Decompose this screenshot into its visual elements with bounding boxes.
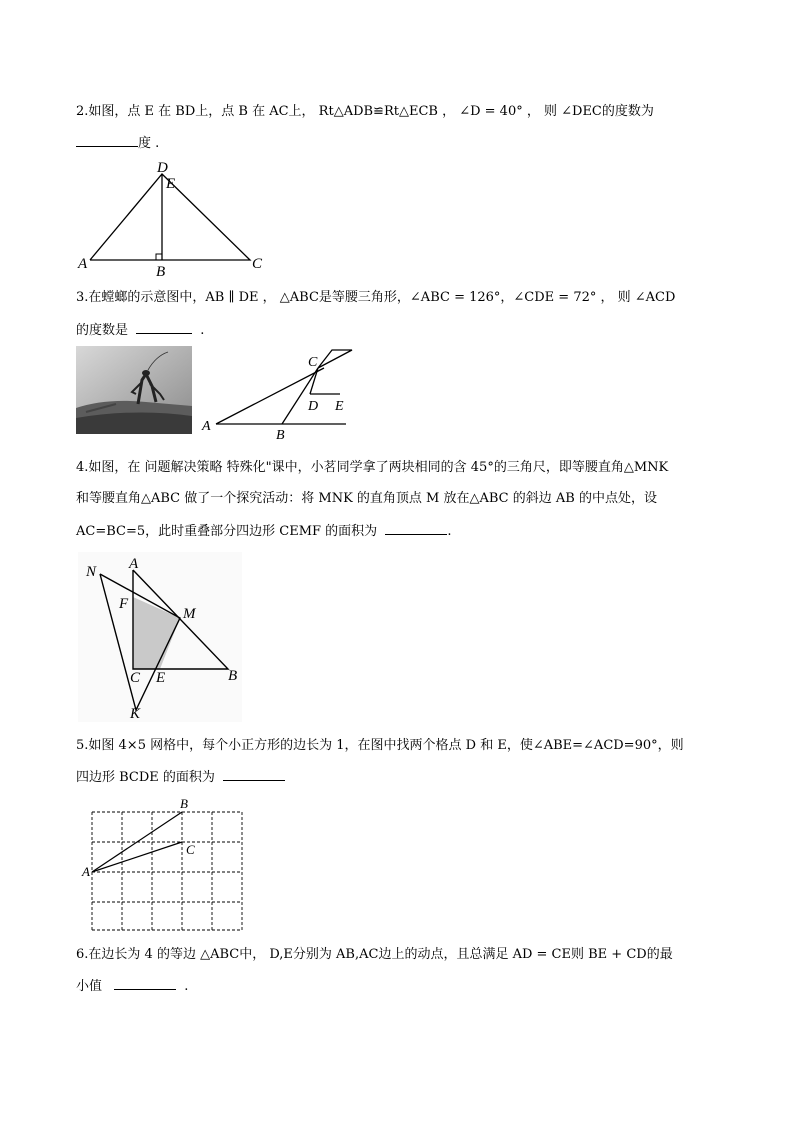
q3-head [318, 350, 352, 368]
q4-label-c: C [130, 670, 141, 686]
q5-label-a: A [82, 864, 90, 879]
q5-text-line1: 5.如图 4×5 网格中，每个小正方形的边长为 1，在图中找两个格点 D 和 E，使∠ABE=∠ACD=90°，则 [76, 738, 684, 753]
q6-text-line2 [76, 976, 188, 996]
q3-suffix: . [200, 323, 205, 338]
q5-label-c: C [186, 842, 195, 857]
q6-text-line1: 6.在边长为 4 的等边 △ABC中， D,E分别为 AB,AC边上的动点，且总满足 AD = CE则 BE + CD的最 [76, 947, 673, 962]
q6-answer-blank[interactable] [114, 976, 176, 990]
q5-text-line2 [76, 767, 285, 787]
q3-answer-blank[interactable] [136, 320, 192, 334]
q4-text-line2: 和等腰直角△ABC 做了一个探究活动：将 MNK 的直角顶点 M 放在△ABC 的斜边 AB 的中点处，设 [76, 491, 657, 506]
q3-prefix: 的度数是 [76, 323, 129, 338]
q4-suffix: . [447, 524, 452, 539]
q3-text-line1: 3.在螳螂的示意图中，AB ∥ DE ， △ABC是等腰三角形，∠ABC = 126°，∠CDE = 72° ， 则 ∠ACD [76, 290, 676, 305]
q3-segment-bc [282, 368, 318, 424]
q3-segment-cd [310, 368, 318, 394]
q6-suffix: . [184, 979, 189, 994]
q4-label-e: E [156, 670, 166, 686]
q5-prefix: 四边形 BCDE 的面积为 [76, 770, 215, 785]
q4-label-b: B [228, 668, 238, 684]
q2-text-line2 [76, 133, 159, 153]
q4-answer-blank[interactable] [385, 521, 447, 535]
q2-label-c: C [252, 256, 263, 272]
q4-prefix: AC=BC=5，此时重叠部分四边形 CEMF 的面积为 [76, 524, 378, 539]
q5-segment-ac [92, 842, 182, 872]
q4-label-n: N [86, 564, 97, 580]
q2-right-angle-mark [156, 254, 162, 260]
q6-prefix: 小值 [76, 979, 103, 994]
q5-grid [92, 812, 242, 930]
mantis-photo [76, 346, 192, 434]
q5-label-b: B [180, 796, 188, 811]
q4-label-k: K [130, 706, 141, 722]
q4-label-a: A [129, 556, 139, 572]
q3-segment-ac [216, 368, 324, 424]
q2-answer-blank[interactable] [76, 133, 138, 147]
q3-label-a: A [202, 419, 211, 434]
q3-label-d: D [308, 399, 319, 414]
q3-label-e: E [335, 399, 344, 414]
q4-label-f: F [119, 596, 129, 612]
q2-triangle-figure [70, 160, 280, 280]
q4-text-line3 [76, 521, 451, 541]
q4-triangles-figure [78, 552, 242, 722]
q2-suffix: 度 . [138, 136, 160, 151]
q3-text-line2 [76, 320, 204, 340]
q2-label-b: B [156, 264, 166, 280]
q5-grid-figure [78, 794, 248, 934]
q2-label-e: E [166, 176, 176, 192]
q2-label-a: A [78, 256, 88, 272]
q4-label-m: M [183, 606, 196, 622]
q3-label-b: B [276, 428, 285, 443]
q2-text-line1: 2.如图，点 E 在 BD上，点 B 在 AC上， Rt△ADB≌Rt△ECB ， ∠D = 40° ， 则 ∠DEC的度数为 [76, 104, 654, 119]
q3-mantis-diagram [198, 344, 358, 444]
q3-label-c: C [308, 355, 318, 370]
q5-answer-blank[interactable] [223, 767, 285, 781]
q2-label-d: D [157, 160, 168, 176]
q4-text-line1: 4.如图，在 问题解决策略 特殊化"课中，小茗同学拿了两块相同的含 45°的三角尺，即等腰直角△MNK [76, 460, 669, 475]
